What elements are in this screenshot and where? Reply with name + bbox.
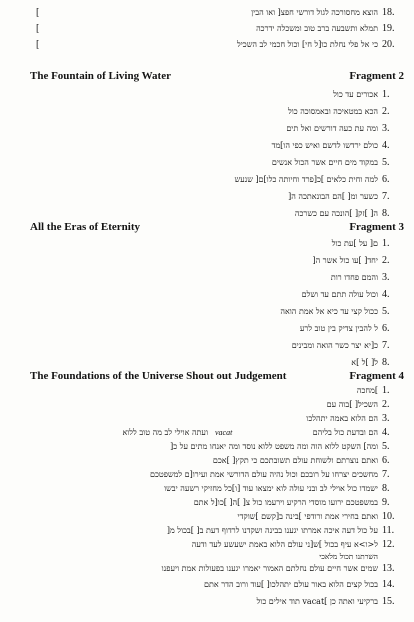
line-number: 5. [382, 306, 390, 317]
line-number: 7. [382, 469, 390, 480]
line-number: 2. [382, 255, 390, 266]
section-title: All the Eras of Eternity [30, 221, 140, 233]
hebrew-line-text: וכול עולה תתם עד ושלם [301, 290, 378, 299]
line-number: 8. [382, 208, 390, 219]
fragment-2-line-1 [0, 89, 414, 101]
section-title: The Foundations of the Universe Shout out Judgement [30, 370, 287, 382]
line-number: 6. [382, 174, 390, 185]
hebrew-line-text: הם הלוא באמה יתהלכו [306, 414, 378, 423]
hebrew-line-text: כי אל פלי נחלת כו[ל חי] וכול חכמי לב השכיל [236, 40, 378, 49]
fragment-2-line-3 [0, 123, 414, 135]
hebrew-line-text: למה וחית כלאים ]כ[פרד וחיותה כלו]ם[ שנעש [234, 175, 378, 184]
line-number: 20. [382, 39, 395, 50]
hebrew-line-text: הכא במטאיכה ובאמסוכה כול [287, 107, 378, 116]
line-number: 7. [382, 340, 390, 351]
hebrew-line-text: ואתם בחירי אמת ורודפי ]בינה ב[קשם ]שוקדי [237, 512, 378, 521]
line-number: 8. [382, 357, 390, 368]
hebrew-line-text: תמלא ותשבעה ברב טוב ומשכלה ידרכה [256, 24, 378, 33]
fragment-2-line-2 [0, 106, 414, 118]
fragment-label: Fragment 2 [349, 70, 404, 82]
line-number: 3. [382, 272, 390, 283]
hebrew-line-text: אכורים עד כול [333, 90, 378, 99]
hebrew-line-text: ל<ו>א עיף בכול ]ש[ני עולם הלוא באמת ישעשע לעד ודעה [191, 540, 378, 549]
fragment-4-line-5 [0, 441, 414, 453]
hebrew-line-text: ם[ על ]עת כול [331, 239, 378, 248]
fragment-4-line-9 [0, 497, 414, 509]
fragment-2-line-8 [0, 208, 414, 220]
hebrew-line-text: ל להבין צדיק בין טוב לרע [299, 324, 378, 333]
section-heading-fragment-2 [30, 70, 404, 84]
line-number: 1. [382, 89, 390, 100]
line-number: 1. [382, 238, 390, 249]
hebrew-line-text: ואתם נוצרתם ולשוחת עולם תשובתכם כי תקץ[ ]אכם [212, 456, 378, 465]
hebrew-line-text: ]מחכה [356, 386, 378, 395]
line-number: 3. [382, 123, 390, 134]
fragment-3-line-3 [0, 272, 414, 284]
section-heading-fragment-3 [30, 221, 404, 235]
hebrew-line-text: כ[יא יצר כשר הואה ומבינים [291, 341, 378, 350]
line-number: 19. [382, 23, 395, 34]
line-number: 4. [382, 140, 390, 151]
line-18 [0, 7, 414, 19]
line-number: 9. [382, 497, 390, 508]
open-bracket: [ [36, 23, 40, 34]
line-number: 2. [382, 106, 390, 117]
line-number: 15. [382, 596, 395, 607]
line-19 [0, 23, 414, 35]
hebrew-line-text: הוצא מחסורכה לגול דורשי חפצ[ ואו הבין [251, 8, 378, 17]
line-number: 11. [382, 525, 395, 536]
hebrew-line-text: ככול קצי עד כיא אל אמת הואה [280, 307, 378, 316]
hebrew-line-text-tail: הם ובדעת כול בליהם [312, 428, 378, 437]
fragment-label: Fragment 3 [349, 221, 404, 233]
hebrew-line-text: ברקיעי ואתה כן ]vacat תוד אילים כול [256, 597, 378, 606]
hebrew-line-text: ומה עת כעה דורשים ואל תים [286, 124, 378, 133]
fragment-4-line-10 [0, 511, 414, 523]
line-number: 8. [382, 483, 390, 494]
hebrew-line-text: במשפטכם ירועו מוסדי הרקיע וירעמו כול צ[ ]ה[ ]כו[ל אתם [193, 498, 378, 507]
line-number: 4. [382, 427, 390, 438]
fragment-3-line-8 [0, 357, 414, 369]
fragment-2-line-6 [0, 174, 414, 186]
line-number: 5. [382, 441, 390, 452]
line-number: 18. [382, 7, 395, 18]
hebrew-line-text: ועתה אוילי לב מה טוב ללוא [122, 428, 208, 437]
hebrew-line-text: ומה] השקט ללוא הוה ומה משפט ללוא נוסד ומה יאנחו מתים על כ[ [170, 442, 378, 451]
fragment-3-line-7 [0, 340, 414, 352]
line-number: 6. [382, 455, 390, 466]
line-number: 6. [382, 323, 390, 334]
fragment-3-line-5 [0, 306, 414, 318]
vacat-marker: vacat [215, 428, 233, 437]
fragment-4-line-7 [0, 469, 414, 481]
fragment-3-line-4 [0, 289, 414, 301]
fragment-4-line-6 [0, 455, 414, 467]
section-heading-fragment-4 [30, 370, 404, 384]
line-number: 13. [382, 563, 395, 574]
fragment-2-line-7 [0, 191, 414, 203]
hebrew-line-text: והמם פחדו רות [330, 273, 378, 282]
fragment-2-line-5 [0, 157, 414, 169]
interlinear-note: השרתנו תכול מלאכי [319, 552, 378, 561]
hebrew-line-text: בכול קצים הלוא באור עולם יתהלכו[ ]עוד ורוב הדר אתם [203, 580, 378, 589]
hebrew-line-text: כולם ירדשו לדשם ואיש כפי הו]מד [271, 141, 378, 150]
hebrew-line-text: השכיל[ ]בוה עם [326, 400, 378, 409]
fragment-3-line-2 [0, 255, 414, 267]
line-number: 2. [382, 399, 390, 410]
line-20 [0, 39, 414, 51]
hebrew-line-text: כשער ומ[ ]הם הבונאתכה ה[ [288, 192, 378, 201]
line-number: 4. [382, 289, 390, 300]
hebrew-line-text: ה[ ]זק[ ]הונכה עם כשרכה [294, 209, 378, 218]
hebrew-line-text: יחד[ ]עו כול אשר ה[ [312, 256, 378, 265]
open-bracket: [ [36, 39, 40, 50]
fragment-3-line-1 [0, 238, 414, 250]
hebrew-line-text: ישמדו כול אוילי לב ובני עולה לוא ימצאו עוד [ו]כל מחזיקי רשעה יבשו [164, 484, 378, 493]
fragment-4-line-12 [0, 539, 414, 551]
line-number: 10. [382, 511, 395, 522]
hebrew-line-text: מחשכים יצרחו על רובכם וכול נהיה עולם הדורשי אמת ועירו[ם למשפטכם [150, 470, 378, 479]
fragment-4-line-15 [0, 596, 414, 608]
hebrew-line-text: ל[ ]ל ]א [351, 358, 378, 367]
fragment-4-line-4 [0, 427, 414, 439]
fragment-3-line-6 [0, 323, 414, 335]
hebrew-line-text: שמים אשר חיים עולם נחלתם האמור יאמרו יגענו בפעולות אמת ויעפנו [161, 564, 378, 573]
open-bracket: [ [36, 7, 40, 18]
line-number: 3. [382, 413, 390, 424]
section-title: The Fountain of Living Water [30, 70, 171, 82]
line-number: 5. [382, 157, 390, 168]
fragment-4-line-1 [0, 385, 414, 397]
line-number: 12. [382, 539, 395, 550]
fragment-4-line-3 [0, 413, 414, 425]
fragment-4-line-13 [0, 563, 414, 575]
line-number: 7. [382, 191, 390, 202]
fragment-4-line-8 [0, 483, 414, 495]
hebrew-line-text: במקוד מים חיים אשר הכול אנשים [271, 158, 378, 167]
fragment-2-line-4 [0, 140, 414, 152]
fragment-4-line-2 [0, 399, 414, 411]
fragment-4-line-11 [0, 525, 414, 537]
fragment-4-line-14 [0, 579, 414, 591]
fragment-label: Fragment 4 [349, 370, 404, 382]
line-number: 1. [382, 385, 390, 396]
line-number: 14. [382, 579, 395, 590]
hebrew-line-text: על כול דעה איכה אמרתו יגענו בבינה ושקדנו לרדוף דעת ב[ ]בכול מ[ [166, 526, 378, 535]
